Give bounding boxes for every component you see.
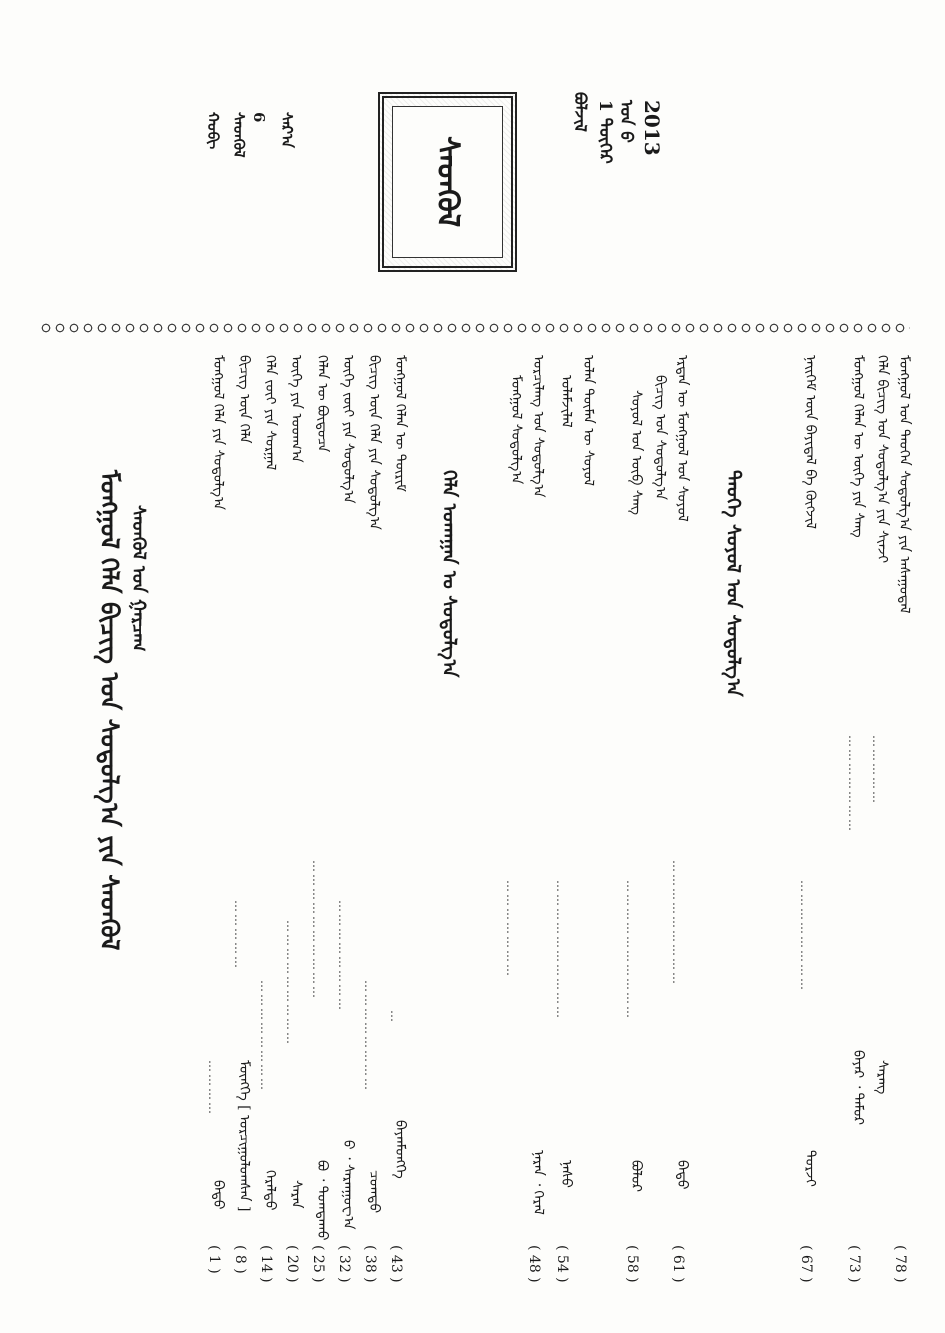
toc-leader-dots: ………………… <box>846 735 860 833</box>
toc-entry-page: ( 8 ) <box>232 1245 248 1274</box>
toc-leader-dots: ………… <box>206 1060 220 1116</box>
toc-entry-title: ᠮᠣᠩᠭᠣᠯ ᠤᠨ ᠲᠡᠦᠬᠡᠨ ᠰᠤᠳᠤᠯᠭ᠎ᠠ ᠶᠢᠨ ᠠᠰᠠᠭᠤᠳᠠᠯ <box>896 355 912 614</box>
toc-entry-author: ᠪᠠᠲᠤ <box>210 1180 226 1210</box>
toc-entry-title: ᠨᠡᠢᠭᠡᠮ ᠦᠨ ᠪᠠᠶᠢᠳᠠᠯ ᠪᠠ ᠬᠥᠭᠵᠢᠯ <box>802 355 818 529</box>
toc-leader-dots: …………………… <box>258 980 272 1092</box>
toc-entry-author: ᠭᠡᠷᠡᠯᠲᠦ <box>262 1170 278 1211</box>
left-block-line-3: ᠰᠡᠳᠬᠦᠯ <box>230 112 248 158</box>
toc-entry-author: ᠰᠠᠷᠠᠨ <box>288 1180 304 1209</box>
toc-leader-dots: …………………… <box>362 980 376 1092</box>
toc-leader-dots: ………………… <box>504 880 518 978</box>
toc-entry-author: ᠪᠠᠲᠤ <box>674 1160 690 1190</box>
toc-leader-dots: ………………………… <box>310 860 324 1000</box>
toc-entry-title-cont: ᠤᠯᠠᠮᠵᠢᠯᠠᠯ <box>558 375 574 428</box>
toc-entry-title: ᠦᠭᠡ ᠵᠦᠢ ᠶᠢᠨ ᠰᠤᠳᠤᠯᠭ᠎ᠠ <box>340 355 356 504</box>
toc-leader-dots: …………………… <box>336 900 350 1012</box>
toc-entry-page: ( 14 ) <box>258 1245 274 1283</box>
toc-entry-title: ᠮᠣᠩᠭᠣᠯ ᠬᠡᠯᠡ ᠶᠢᠨ ᠰᠤᠳᠤᠯᠭ᠎ᠠ <box>210 355 226 511</box>
toc-entry-author: ᠰᠡᠷᠡᠩ <box>874 1060 890 1095</box>
toc-entry-author: ᠪ ᠂ ᠰᠠᠷᠠᠨᠭᠤᠸ᠎ᠠ <box>340 1140 356 1230</box>
toc-entry-author: ᠪᠠᠶᠠᠨᠮᠥᠩᠬᠡ <box>392 1120 408 1179</box>
issue-year: 2013 <box>640 100 664 156</box>
toc-entry-page: ( 20 ) <box>284 1245 300 1283</box>
toc-entry-author: ᠪᠣ ᠂ ᠲᠣᠭᠲᠠᠬᠤ <box>314 1160 330 1241</box>
issue-word: ᠪᠣᠯᠵᠢᠯ <box>571 92 590 132</box>
toc-entry-title: ᠮᠣᠩᠭᠣᠯ ᠬᠡᠯᠡᠨ ᠦ ᠳᠦᠷᠢᠮ <box>392 355 408 492</box>
toc-entry-page: ( 38 ) <box>362 1245 378 1283</box>
left-block-line-1: ᠰᠠᠷ᠎ᠠ <box>278 112 296 148</box>
toc-entry-title-cont: ᠬᠡᠯᠡ ᠪᠢᠴᠢᠭ ᠤᠨ ᠰᠤᠳᠤᠯᠭ᠎ᠠ ᠶᠢᠨ ᠰᠢᠨᠵᠢ <box>874 355 890 564</box>
toc-entry-author: ᠴᠣᠭᠲᠤ <box>366 1170 382 1214</box>
toc-entry-title: ᠡᠷᠲᠡᠨ ᠦ ᠮᠣᠩᠭᠣᠯ ᠤᠨ ᠰᠣᠶᠣᠯ <box>674 355 690 522</box>
toc-entry-page: ( 73 ) <box>846 1245 862 1283</box>
stamp-text: ᠰᠡᠳᠬᠦᠯ <box>430 136 465 228</box>
toc-entry-title: ᠣᠷᠴᠢᠯᠠᠩ ᠤᠨ ᠰᠤᠳᠤᠯᠭ᠎ᠠ <box>530 355 546 498</box>
toc-entry-title: ᠪᠢᠴᠢᠭ ᠦᠨ ᠬᠡᠯᠡ ᠶᠢᠨ ᠰᠤᠳᠤᠯᠭ᠎ᠠ <box>366 355 382 530</box>
toc-entry-page: ( 78 ) <box>892 1245 908 1283</box>
toc-leader-dots: …………… <box>870 735 884 805</box>
toc-entry-title: ᠬᠡᠯᠡᠨ ᠦ ᠪᠦᠲᠦᠴᠡ <box>314 355 330 453</box>
toc-entry-title: ᠪᠢᠴᠢᠭ ᠦᠨ ᠬᠡᠯᠡ <box>236 355 252 444</box>
toc-entry-title-cont: ᠮᠣᠩᠭᠣᠯ ᠰᠤᠳᠤᠯᠭ᠎ᠠ <box>508 375 524 485</box>
toc-entry-page: ( 58 ) <box>624 1245 640 1283</box>
toc-entry-page: ( 32 ) <box>336 1245 352 1283</box>
toc-entry-page: ( 67 ) <box>798 1245 814 1283</box>
journal-stamp <box>378 92 517 272</box>
toc-entry-author: ᠪᠠᠶᠠᠷ ᠂ ᠲᠡᠮᠦᠷ <box>850 1050 866 1126</box>
toc-entry-author: ᠳᠣᠷᠵᠢ <box>802 1150 818 1187</box>
toc-entry-title: ᠬᠡᠯᠡ ᠵᠦᠢ ᠶᠢᠨ ᠰᠣᠷᠭᠠᠯ <box>262 355 278 471</box>
section-heading: ᠬᠡᠯᠡ ᠤᠬᠠᠭᠠᠨ ᠤ ᠰᠤᠳᠤᠯᠭ᠎ᠠ <box>438 470 460 678</box>
toc-entry-title: ᠮᠣᠩᠭᠣᠯ ᠬᠡᠯᠡᠨ ᠦ ᠦᠭᠡ ᠶᠢᠨ ᠰᠠᠩ <box>850 355 866 538</box>
toc-entry-page: ( 61 ) <box>670 1245 686 1283</box>
toc-leader-dots: …………… <box>232 900 246 970</box>
toc-entry-page: ( 54 ) <box>554 1245 570 1283</box>
journal-title: ᠮᠣᠩᠭᠣᠯ ᠬᠡᠯᠡ ᠪᠢᠴᠢᠭ ᠤᠨ ᠰᠤᠳᠤᠯᠭ᠎ᠠ ᠶᠢᠨ ᠰᠡᠳᠬᠦᠯ <box>95 470 124 951</box>
toc-entry-page: ( 43 ) <box>388 1245 404 1283</box>
journal-subtitle: ᠰᠡᠳᠬᠦᠯ ᠤᠨ ᠭᠠᠷᠴᠠᠭ <box>128 505 149 652</box>
left-block-line-4: ᠬᠤᠪᠢ <box>204 112 222 150</box>
toc-entry-page: ( 25 ) <box>310 1245 326 1283</box>
toc-leader-dots: ………………………… <box>554 880 568 1020</box>
toc-entry-title-cont: ᠪᠢᠴᠢᠭ ᠤᠨ ᠰᠤᠳᠤᠯᠭ᠎ᠠ <box>652 375 668 500</box>
issue-volume: ᠣᠨ ᠪ <box>616 100 636 143</box>
issue-number: 1 ᠳᠦᠭᠡᠷ <box>595 100 615 164</box>
toc-leader-dots: ……………………… <box>284 920 298 1046</box>
toc-leader-dots: … <box>388 1010 402 1024</box>
toc-entry-title: ᠣᠯᠠᠨ ᠲᠥᠮᠡᠨ ᠦ ᠰᠣᠶᠣᠯ <box>580 355 596 486</box>
toc-leader-dots: ………………………… <box>624 880 638 1020</box>
toc-entry-page: ( 1 ) <box>206 1245 222 1274</box>
left-block-line-2: 6 <box>250 112 268 123</box>
toc-entry-author: ᠨᠠᠷᠠᠨ ᠂ ᠭᠡᠷᠡᠯ <box>530 1150 546 1215</box>
toc-leader-dots: ……………………… <box>670 860 684 986</box>
toc-entry-author: ᠪᠣᠯᠤᠷ <box>628 1160 644 1193</box>
ornamental-divider <box>40 320 910 336</box>
toc-entry-author: ᠮᠥᠩᠬᠡ [ ᠣᠷᠴᠢᠭᠤᠯᠤᠭ᠍ᠰᠠᠨ ] <box>236 1060 252 1212</box>
toc-entry-author: ᠨᠠᠰᠤ <box>558 1160 574 1188</box>
toc-leader-dots: …………………… <box>798 880 812 992</box>
section-heading: ᠲᠡᠦᠬᠡ ᠰᠣᠶᠣᠯ ᠤᠨ ᠰᠤᠳᠤᠯᠭ᠎ᠠ <box>722 470 744 697</box>
toc-entry-title: ᠦᠭᠡ ᠶᠢᠨ ᠤᠳᠬ᠎ᠠ <box>288 355 304 463</box>
toc-entry-page: ( 48 ) <box>526 1245 542 1283</box>
toc-entry-title: ᠰᠣᠶᠣᠯ ᠤᠨ ᠥᠪ ᠰᠠᠩ <box>628 390 644 516</box>
